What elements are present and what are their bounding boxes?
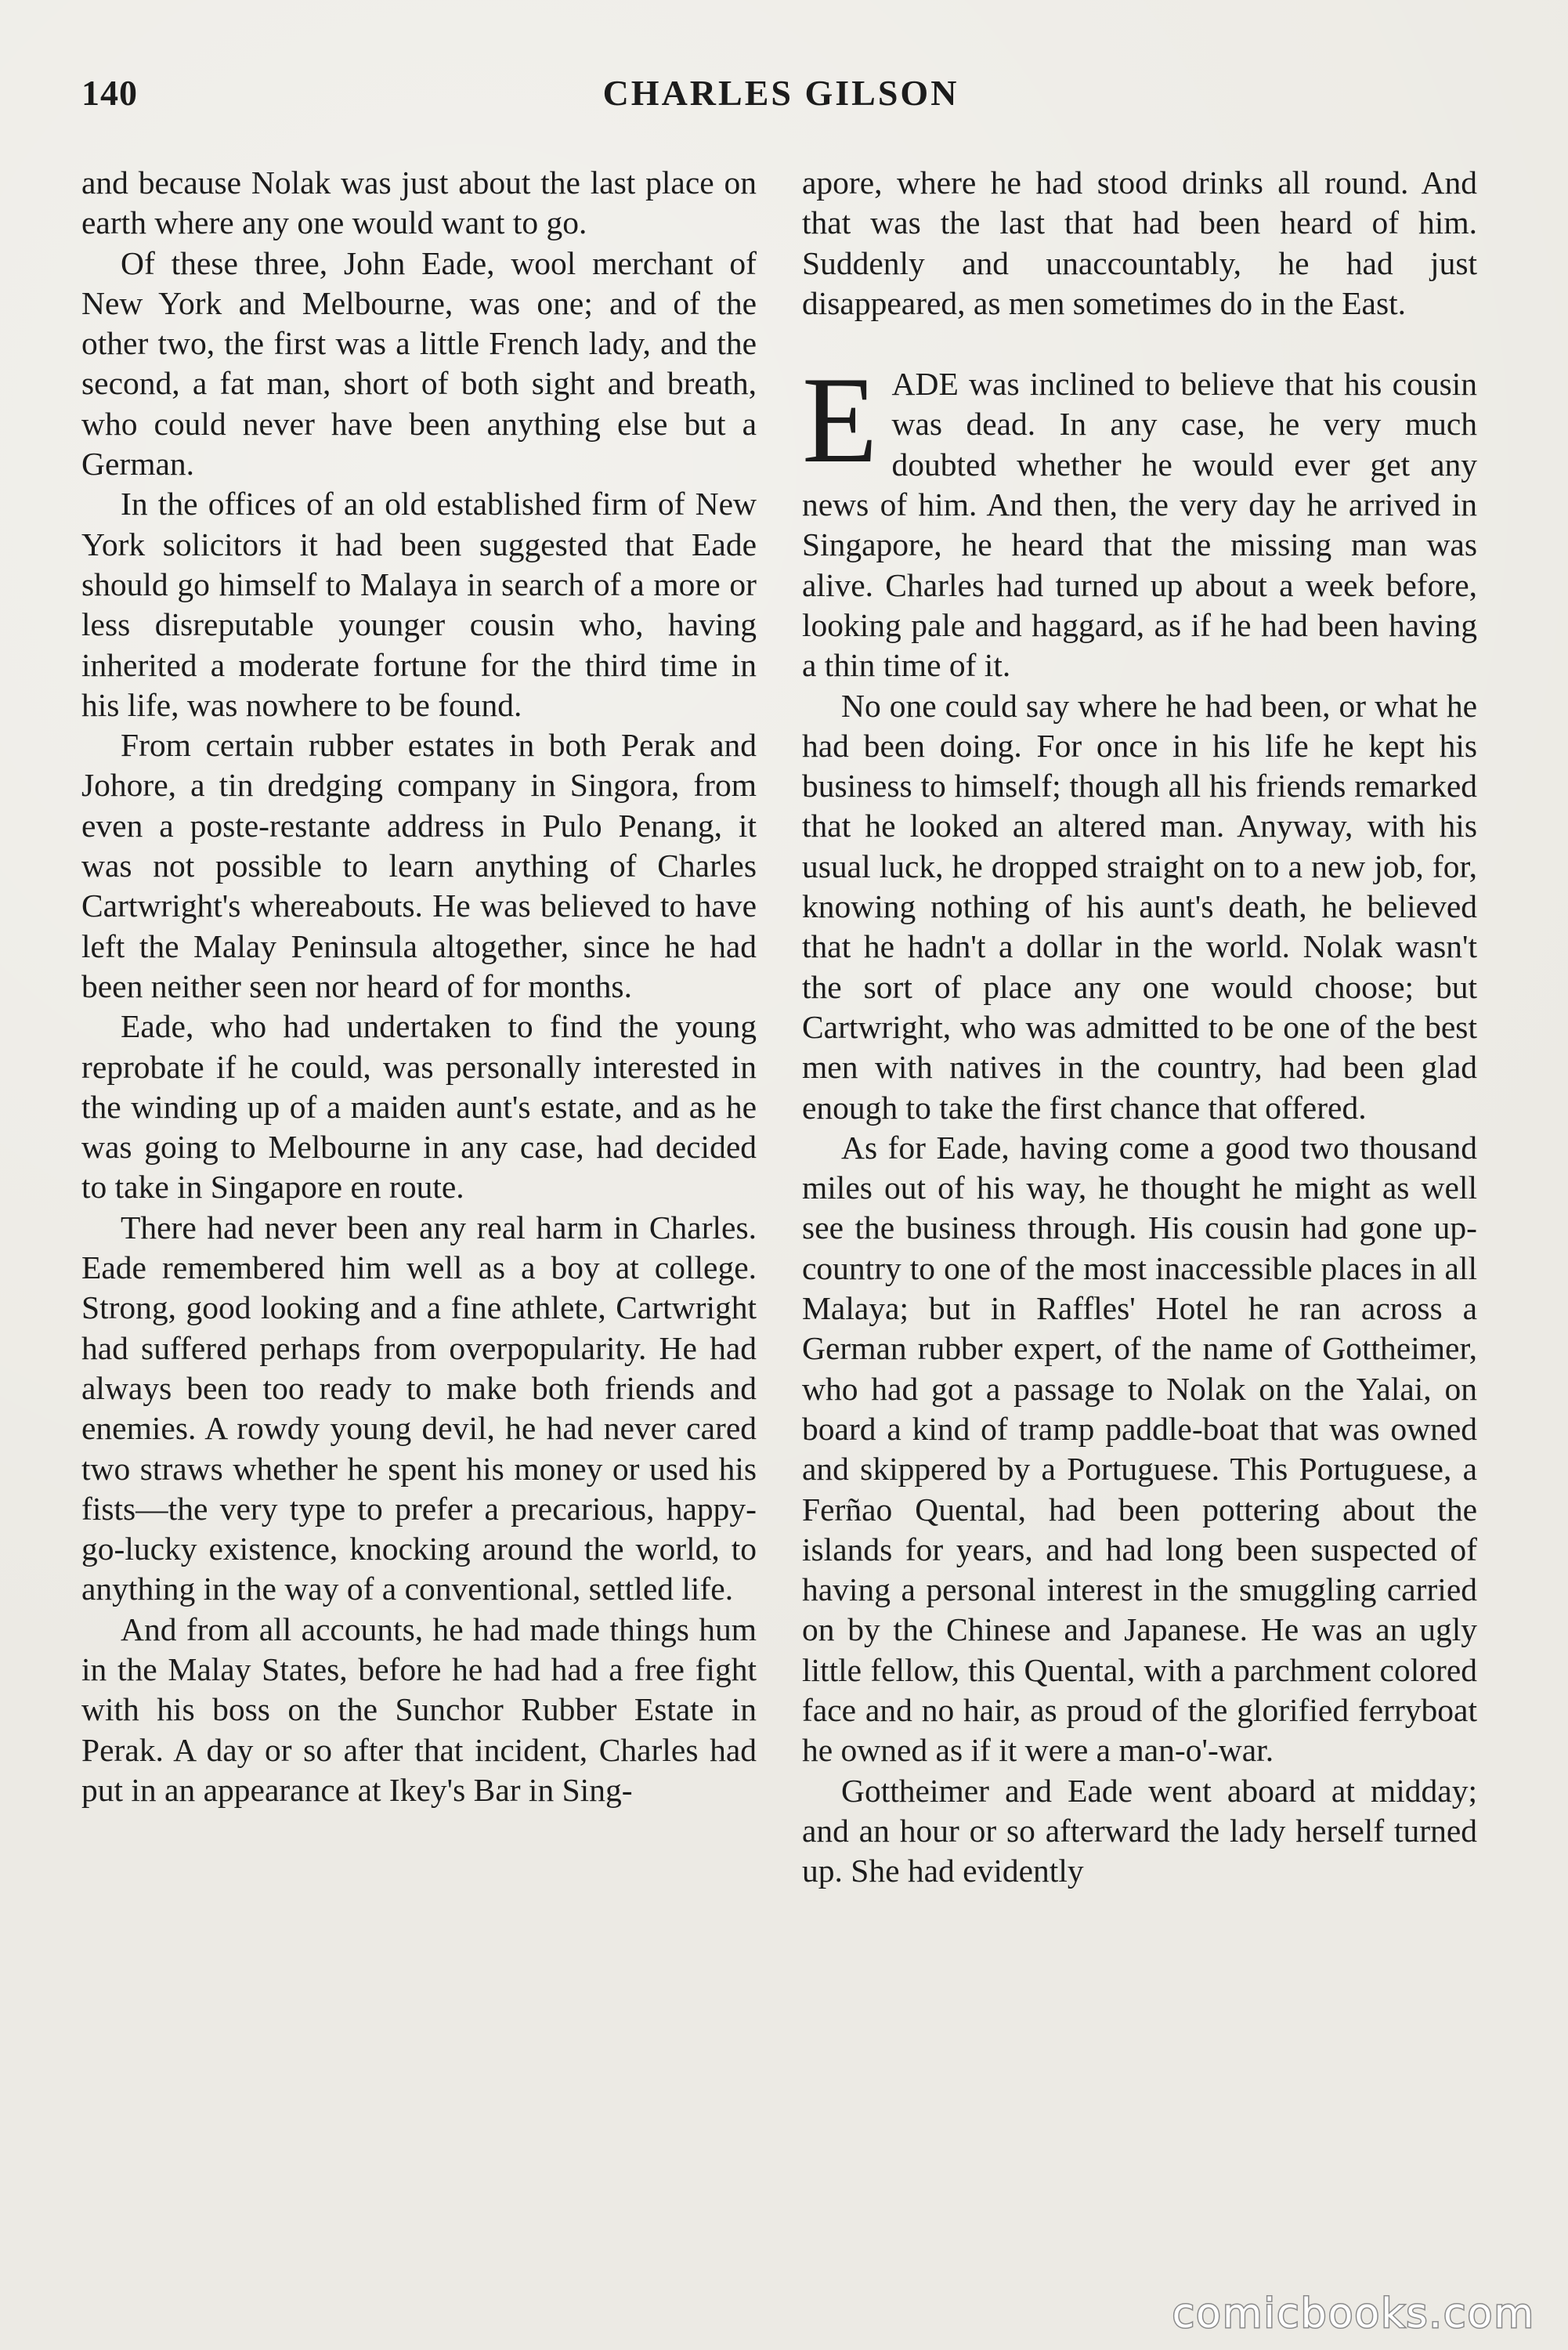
paragraph: And from all accounts, he had made things hum in the Malay States, before he had had a free fight with his boss on the Sunchor Rubber Estate in Perak. A day or so after that incident, Charles had put in an appearance at Ikey's Bar in Sing- (81, 1611, 757, 1808)
paragraph: Of these three, John Eade, wool merchant of New York and Melbourne, was one; and of the other two, the first was a little French lady, and the second, a fat man, short of both sight and breath, who could never have been anything else but a German. (81, 244, 757, 483)
section-break (802, 324, 1477, 364)
paragraph-continuation: apore, where he had stood drinks all round. And that was the last that had been heard of him. Suddenly and unaccountably, he had just disappeared, as men sometimes do in the East. (802, 164, 1477, 321)
right-column (802, 163, 1477, 1891)
drop-cap-paragraph-text: ADE was inclined to believe that his cousin was dead. In any case, he very much doubted whether he would ever get any news of him. And then, the very day he arrived in Singapore, he heard that the missing man was alive. Charles had turned up about a week before, looking pale and haggard, as if he had been having a thin time of it. (802, 366, 1477, 684)
drop-cap-letter: E (802, 352, 878, 490)
running-head: CHARLES GILSON (602, 73, 959, 113)
paragraph: From certain rubber estates in both Perak and Johore, a tin dredging company in Singora, from even a poste-restante address in Pulo Penang, it was not possible to learn anything of Charles Cartwright's whereabouts. He was believed to have left the Malay Peninsula altogether, since he had been neither seen nor heard of for months. (81, 727, 757, 1004)
paragraph: and because Nolak was just about the last place on earth where any one would want to go. (81, 164, 757, 241)
paragraph: There had never been any real harm in Charles. Eade remembered him well as a boy at college. Strong, good looking and a fine athlete, Cartwright had suffered perhaps from overpopularity. He had always been too ready to make both friends and enemies. A rowdy young devil, he had never cared two straws whether he spent his money or used his fists—the very type to prefer a precarious, happy-go-lucky existence, knocking around the world, to anything in the way of a conventional, settled life. (81, 1209, 757, 1607)
drop-cap-paragraph (802, 352, 1477, 685)
page-number: 140 (81, 73, 138, 113)
paragraph: As for Eade, having come a good two thousand miles out of his way, he thought he might as well see the business through. His cousin had gone up-country to one of the most inaccessible places in all Malaya; but in Raffles' Hotel he ran across a German rubber expert, of the name of Gottheimer, who had got a passage to Nolak on the Yalai, on board a kind of tramp paddle-boat that was owned and skippered by a Portuguese. This Portuguese, a Ferñao Quental, had been pottering about the islands for years, and had long been suspected of having a personal interest in the smuggling carried on by the Chinese and Japanese. He was an ugly little fellow, this Quental, with a parchment colored face and no hair, as proud of the glorified ferryboat he owned as if it were a man-o'-war. (802, 1129, 1477, 1769)
paragraph: Eade, who had undertaken to find the young reprobate if he could, was personally interested in the winding up of a maiden aunt's estate, and as he was going to Melbourne in any case, had decided to take in Singapore en route. (81, 1008, 757, 1206)
left-column (81, 163, 757, 1810)
paragraph: In the offices of an old established firm of New York solicitors it had been suggested that Eade should go himself to Malaya in search of a more or less disreputable younger cousin who, having inherited a moderate fortune for the third time in his life, was nowhere to be found. (81, 486, 757, 723)
source-watermark: comicbooks.com (1172, 2290, 1535, 2337)
page-header (81, 72, 1480, 127)
paragraph: No one could say where he had been, or what he had been doing. For once in his life he kept his business to himself; though all his friends remarked that he looked an altered man. Anyway, with his usual luck, he dropped straight on to a new job, for, knowing nothing of his aunt's death, he believed that he hadn't a dollar in the world. Nolak wasn't the sort of place any one would choose; but Cartwright, who was admitted to be one of the best men with natives in the country, had been glad enough to take the first chance that offered. (802, 687, 1477, 1126)
paragraph: Gottheimer and Eade went aboard at midday; and an hour or so afterward the lady herself turned up. She had evidently (802, 1772, 1477, 1889)
